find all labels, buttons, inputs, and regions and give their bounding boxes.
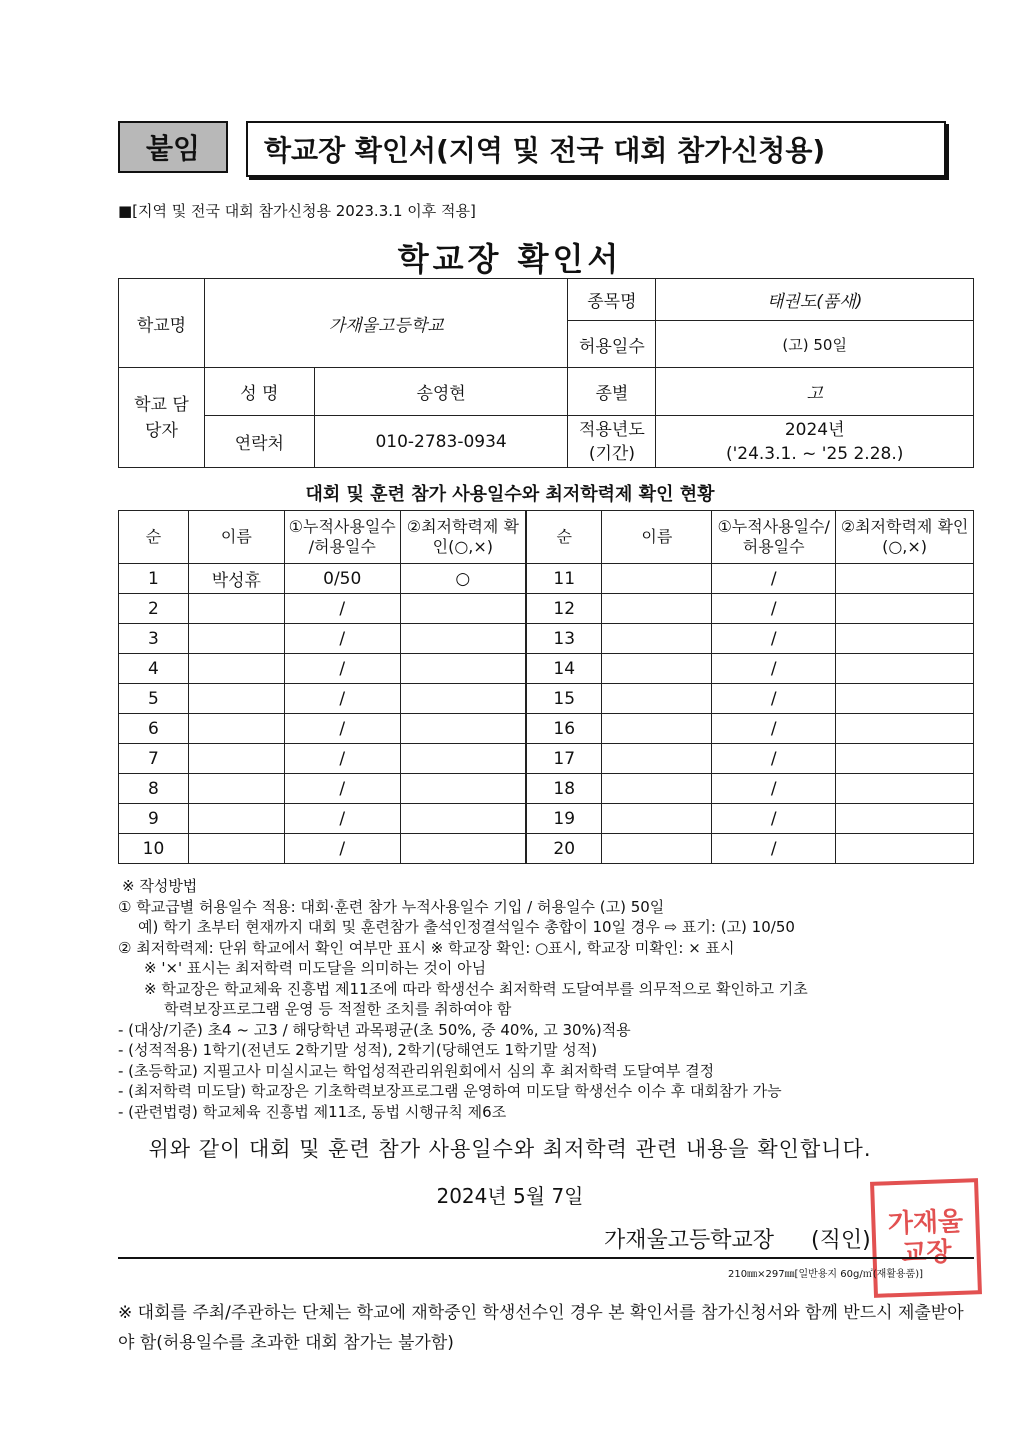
year-value: 2024년 xyxy=(784,419,845,440)
row-no-right: 18 xyxy=(526,774,602,804)
section-title: 대회 및 훈련 참가 사용일수와 최저학력제 확인 현황 xyxy=(305,484,715,505)
table-row xyxy=(119,714,974,744)
table-row xyxy=(119,624,974,654)
row-no-right: 20 xyxy=(526,834,602,864)
note-line: ※ '×' 표시는 최저학력 미도달을 의미하는 것이 아님 xyxy=(144,959,487,977)
table-row xyxy=(119,564,974,594)
row-check xyxy=(400,624,526,654)
school-name-label: 학교명 xyxy=(119,279,205,368)
row-name xyxy=(188,684,284,714)
official-seal-stamp: 가재울 교장 xyxy=(870,1178,982,1298)
row-days: / xyxy=(284,624,400,654)
row-name xyxy=(188,624,284,654)
note-line: - (최저학력 미도달) 학교장은 기초학력보장프로그램 운영하여 미도달 학생선수 이수 후 대회참가 가능 xyxy=(118,1082,782,1100)
row-name-right xyxy=(602,654,712,684)
table-row xyxy=(119,744,974,774)
row-name-right xyxy=(602,834,712,864)
row-no: 9 xyxy=(119,804,189,834)
row-check-right xyxy=(836,624,974,654)
row-no-right: 12 xyxy=(526,594,602,624)
row-days: / xyxy=(284,684,400,714)
row-check-right xyxy=(836,654,974,684)
row-no-right: 11 xyxy=(526,564,602,594)
year-cell xyxy=(656,416,974,468)
row-no: 5 xyxy=(119,684,189,714)
row-name-right xyxy=(602,624,712,654)
row-no-right: 19 xyxy=(526,804,602,834)
note-line: 학력보장프로그램 운영 등 적절한 조치를 취하여야 함 xyxy=(164,1000,512,1018)
col-header-days-right: ①누적사용일수/ 허용일수 xyxy=(712,511,836,564)
row-days-right: / xyxy=(712,834,836,864)
contact-value: 010-2783-0934 xyxy=(314,416,568,468)
row-name xyxy=(188,774,284,804)
signer-name: 가재울고등학교장 xyxy=(604,1228,775,1253)
col-header-no: 순 xyxy=(119,511,189,564)
row-check-right xyxy=(836,564,974,594)
row-no: 10 xyxy=(119,834,189,864)
row-check xyxy=(400,714,526,744)
row-no-right: 13 xyxy=(526,624,602,654)
row-name: 박성휴 xyxy=(188,564,284,594)
row-days: / xyxy=(284,804,400,834)
row-check xyxy=(400,834,526,864)
row-no: 8 xyxy=(119,774,189,804)
footer-notice: ※ 대회를 주최/주관하는 단체는 학교에 재학중인 학생선수인 경우 본 확인서를 참가신청서와 함께 반드시 제출받아야 함(허용일수를 초과한 대회 참가는 불가함) xyxy=(118,1303,964,1353)
row-days-right: / xyxy=(712,594,836,624)
page-title: 학교장 확인서 xyxy=(397,240,623,278)
row-days: / xyxy=(284,774,400,804)
row-name xyxy=(188,804,284,834)
row-days-right: / xyxy=(712,564,836,594)
signer xyxy=(604,1223,871,1254)
row-name-right xyxy=(602,804,712,834)
row-check xyxy=(400,744,526,774)
row-no: 3 xyxy=(119,624,189,654)
confirmation-statement: 위와 같이 대회 및 훈련 참가 사용일수와 최저학력 관련 내용을 확인합니다. xyxy=(148,1137,872,1161)
row-no-right: 14 xyxy=(526,654,602,684)
manager-name-value: 송영현 xyxy=(314,368,568,416)
row-days-right: / xyxy=(712,654,836,684)
note-line: 예) 학기 초부터 현재까지 대회 및 훈련참가 출석인정결석일수 총합이 10일 경우 ⇨ 표기: (고) 10/50 xyxy=(138,918,795,936)
note-line: - (관련법령) 학교체육 진흥법 제11조, 동법 시행규칙 제6조 xyxy=(118,1102,507,1121)
col-header-name: 이름 xyxy=(188,511,284,564)
row-no: 2 xyxy=(119,594,189,624)
row-no-right: 17 xyxy=(526,744,602,774)
row-check xyxy=(400,594,526,624)
row-check-right xyxy=(836,834,974,864)
year-period: ('24.3.1. ~ '25 2.28.) xyxy=(725,443,904,464)
manager-name-label: 성 명 xyxy=(204,368,314,416)
allowed-days-value: (고) 50일 xyxy=(656,321,974,368)
row-check-right xyxy=(836,744,974,774)
col-header-days: ①누적사용일수 /허용일수 xyxy=(284,511,400,564)
row-days-right: / xyxy=(712,744,836,774)
row-name-right xyxy=(602,774,712,804)
event-value: 태권도(품새) xyxy=(656,279,974,321)
row-check xyxy=(400,774,526,804)
row-check xyxy=(400,804,526,834)
row-check-right xyxy=(836,684,974,714)
row-check-right xyxy=(836,774,974,804)
school-name-value: 가재울고등학교 xyxy=(204,279,568,368)
row-check-right xyxy=(836,714,974,744)
row-no: 1 xyxy=(119,564,189,594)
note-line: - (초등학교) 지필고사 미실시교는 학업성적관리위원회에서 심의 후 최저학력 도달여부 결정 xyxy=(118,1061,715,1080)
row-name xyxy=(188,654,284,684)
row-name xyxy=(188,744,284,774)
col-header-name-right: 이름 xyxy=(602,511,712,564)
event-label: 종목명 xyxy=(568,279,656,321)
writing-instructions xyxy=(118,876,978,1122)
category-value: 고 xyxy=(656,368,974,416)
attachment-tag: 붙임 xyxy=(118,121,228,173)
document-header-title: 학교장 확인서(지역 및 전국 대회 참가신청용) xyxy=(246,121,946,177)
table-row xyxy=(119,774,974,804)
row-name-right xyxy=(602,684,712,714)
table-row xyxy=(119,834,974,864)
allowed-days-label: 허용일수 xyxy=(568,321,656,368)
row-no-right: 16 xyxy=(526,714,602,744)
note-line: ① 학교급별 허용일수 적용: 대회·훈련 참가 누적사용일수 기입 / 허용일수 (고) 50일 xyxy=(118,897,665,916)
note-line: ② 최저학력제: 단위 학교에서 확인 여부만 표시 ※ 학교장 확인: ○표시, 학교장 미확인: × 표시 xyxy=(118,938,735,957)
col-header-check-right: ②최저학력제 확인(○,×) xyxy=(836,511,974,564)
table-header-row xyxy=(119,511,974,564)
row-no-right: 15 xyxy=(526,684,602,714)
row-days-right: / xyxy=(712,804,836,834)
row-check: ○ xyxy=(400,564,526,594)
row-no: 7 xyxy=(119,744,189,774)
manager-label: 학교 담당자 xyxy=(119,368,205,468)
row-check-right xyxy=(836,594,974,624)
col-header-check: ②최저학력제 확인(○,×) xyxy=(400,511,526,564)
row-days-right: / xyxy=(712,684,836,714)
issue-date: 2024년 5월 7일 xyxy=(436,1184,584,1208)
row-days: 0/50 xyxy=(284,564,400,594)
school-info-table xyxy=(118,278,974,468)
row-name-right xyxy=(602,594,712,624)
row-days-right: / xyxy=(712,714,836,744)
note-line: ※ 작성방법 xyxy=(122,877,198,895)
row-days: / xyxy=(284,654,400,684)
table-row xyxy=(119,804,974,834)
row-days: / xyxy=(284,834,400,864)
row-name xyxy=(188,594,284,624)
row-name-right xyxy=(602,744,712,774)
paper-spec: 210㎜×297㎜[일반용지 60g/㎡(재활용품)] xyxy=(728,1269,924,1280)
col-header-no-right: 순 xyxy=(526,511,602,564)
row-name xyxy=(188,714,284,744)
row-days-right: / xyxy=(712,624,836,654)
row-no: 6 xyxy=(119,714,189,744)
divider xyxy=(118,1257,974,1259)
note-line: ※ 학교장은 학교체육 진흥법 제11조에 따라 학생선수 최저학력 도달여부를 의무적으로 확인하고 기초 xyxy=(144,979,808,998)
row-check xyxy=(400,684,526,714)
row-name xyxy=(188,834,284,864)
row-days: / xyxy=(284,744,400,774)
year-label: 적용년도 (기간) xyxy=(568,416,656,468)
row-name-right xyxy=(602,564,712,594)
row-name-right xyxy=(602,714,712,744)
category-label: 종별 xyxy=(568,368,656,416)
table-row xyxy=(119,654,974,684)
usage-days-table xyxy=(118,510,974,864)
row-check xyxy=(400,654,526,684)
seal-label: (직인) xyxy=(811,1228,871,1253)
application-note: ■[지역 및 전국 대회 참가신청용 2023.3.1 이후 적용] xyxy=(118,202,476,220)
note-line: - (대상/기준) 초4 ~ 고3 / 해당학년 과목평균(초 50%, 중 40%, 고 30%)적용 xyxy=(118,1020,631,1039)
table-row xyxy=(119,684,974,714)
note-line: - (성적적용) 1학기(전년도 2학기말 성적), 2학기(당해연도 1학기말 성적) xyxy=(118,1041,598,1059)
row-days: / xyxy=(284,714,400,744)
row-check-right xyxy=(836,804,974,834)
row-days: / xyxy=(284,594,400,624)
contact-label: 연락처 xyxy=(204,416,314,468)
row-no: 4 xyxy=(119,654,189,684)
row-days-right: / xyxy=(712,774,836,804)
table-row xyxy=(119,594,974,624)
